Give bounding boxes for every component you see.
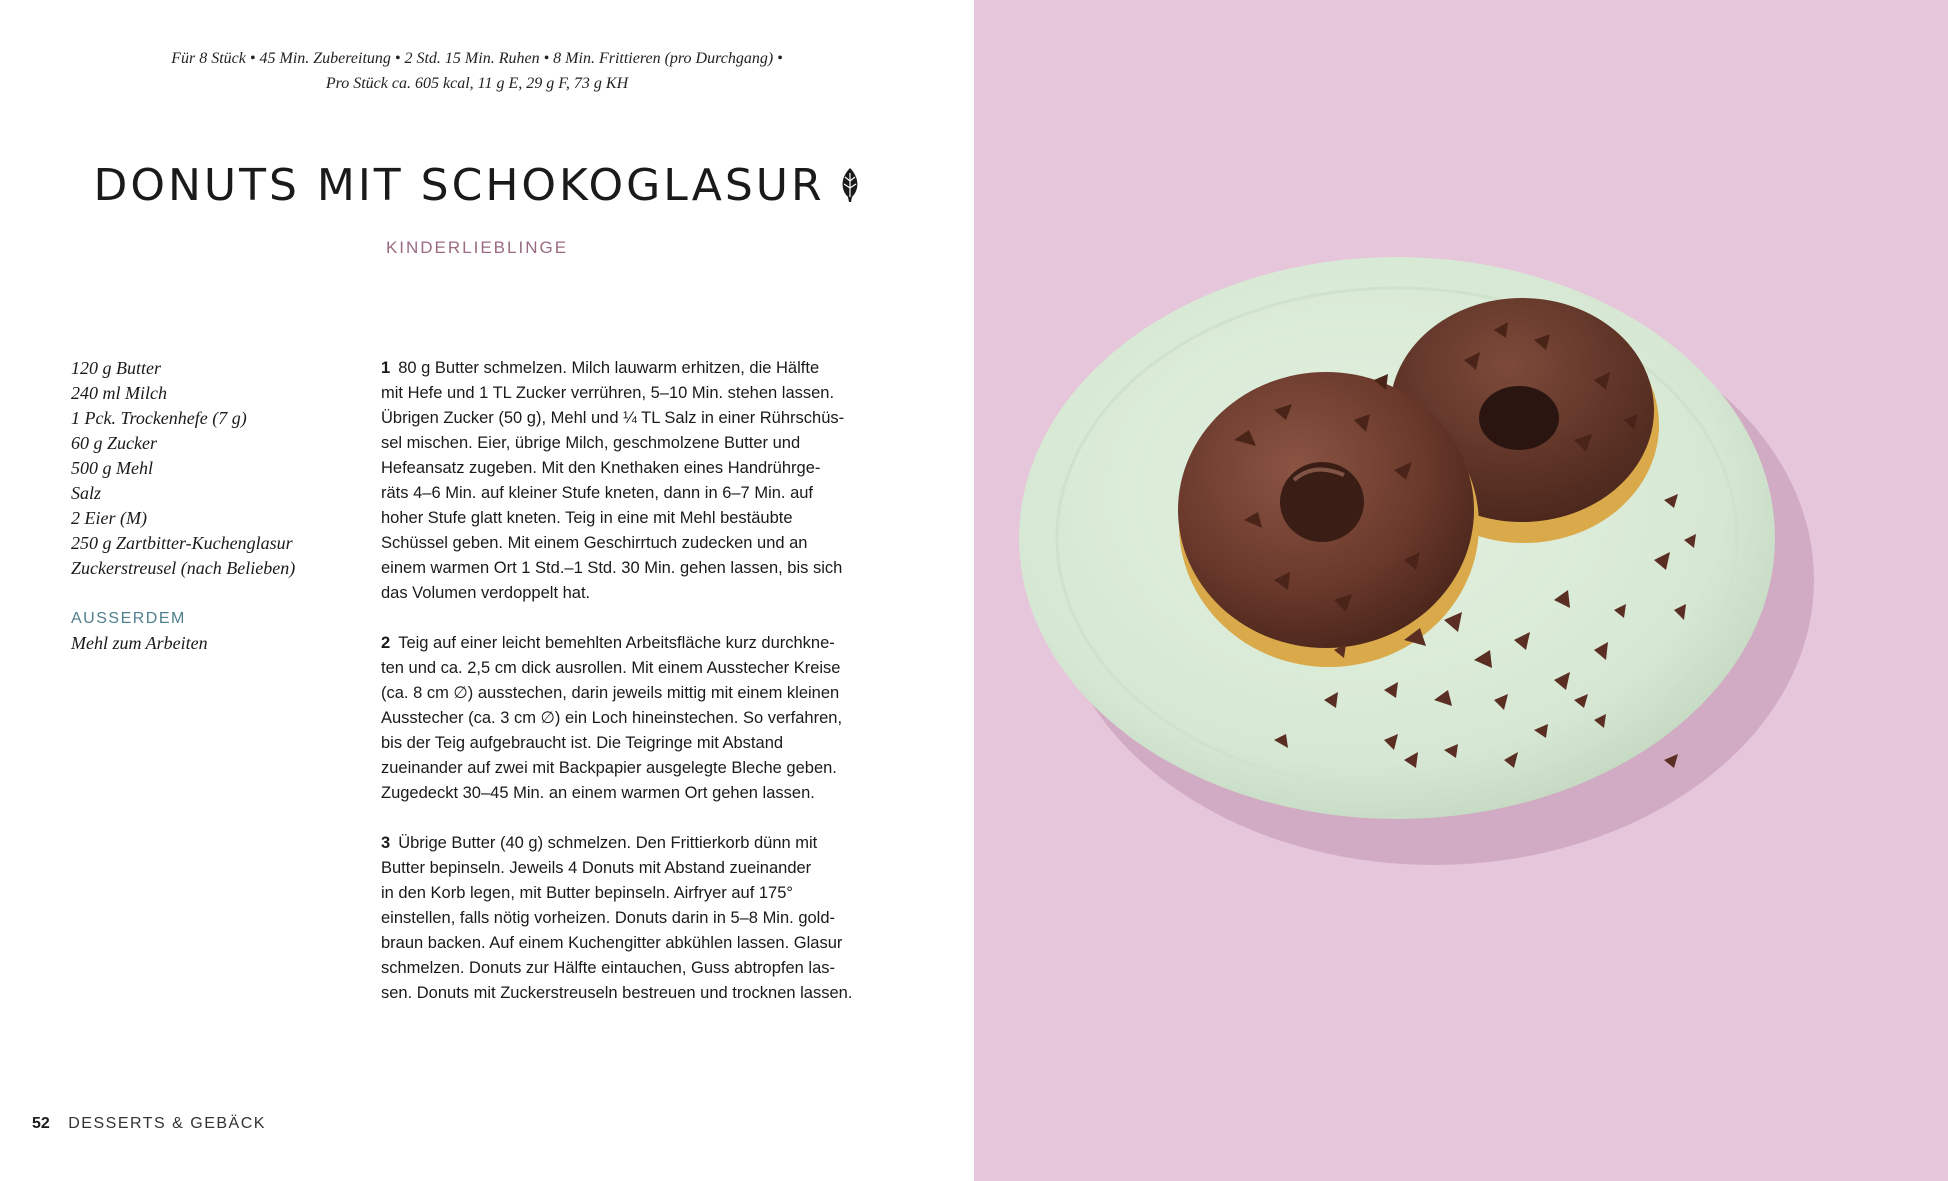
instruction-steps [381,356,901,1031]
step-line: einstellen, falls nötig vorheizen. Donuts darin in 5–8 Min. gold- [381,909,836,927]
ingredient-item: 250 g Zartbitter-Kuchenglasur [71,533,293,553]
step-number: 2 [381,634,391,652]
step-line: ten und ca. 2,5 cm dick ausrollen. Mit einem Ausstecher Kreise [381,659,841,677]
recipe-category: KINDERLIEBLINGE [385,238,569,257]
instruction-step [381,356,901,606]
recipe-meta-line-1: Für 8 Stück • 45 Min. Zubereitung • 2 Std. 15 Min. Ruhen • 8 Min. Frittieren (pro Durchgang) • [171,50,783,67]
extra-ingredient-item: Mehl zum Arbeiten [71,633,208,653]
ingredient-item: 60 g Zucker [71,433,157,453]
ingredient-item: 120 g Butter [71,358,161,378]
photo-page [974,0,1948,1181]
step-line: mit Hefe und 1 TL Zucker verrühren, 5–10 Min. stehen lassen. [381,384,835,402]
step-line: 2 Teig auf einer leicht bemehlten Arbeitsfläche kurz durchkne- [381,634,835,652]
step-number: 3 [381,834,391,852]
step-line: zueinander auf zwei mit Backpapier ausgelegte Bleche geben. [381,759,837,777]
step-line: in den Korb legen, mit Butter bepinseln. Airfryer auf 175° [381,884,794,902]
step-line: braun backen. Auf einem Kuchengitter abkühlen lassen. Glasur [381,934,843,952]
step-number: 1 [381,359,391,377]
ingredient-item: Zuckerstreusel (nach Belieben) [71,558,296,578]
recipe-title [0,160,954,214]
step-line: das Volumen verdoppelt hat. [381,584,591,602]
ingredient-item: 1 Pck. Trockenhefe (7 g) [71,408,247,428]
step-line: Butter bepinseln. Jeweils 4 Donuts mit Abstand zueinander [381,859,812,877]
instruction-step [381,831,901,1006]
extra-ingredients-heading: AUSSERDEM [71,610,186,627]
step-line: Zugedeckt 30–45 Min. an einem warmen Ort gehen lassen. [381,784,815,802]
step-line: Ausstecher (ca. 3 cm ∅) ein Loch hineinstechen. So verfahren, [381,709,843,727]
step-line: bis der Teig aufgebraucht ist. Die Teigringe mit Abstand [381,734,784,752]
page-footer [32,1115,266,1133]
step-line: (ca. 8 cm ∅) ausstechen, darin jeweils mittig mit einem kleinen [381,684,840,702]
step-line: Schüssel geben. Mit einem Geschirrtuch zudecken und an [381,534,808,552]
recipe-title-text: DONUTS MIT SCHOKOGLASUR [93,160,825,211]
section-title: DESSERTS & GEBÄCK [68,1115,266,1132]
instruction-step [381,631,901,806]
ingredient-item: 500 g Mehl [71,458,153,478]
step-line: sen. Donuts mit Zuckerstreuseln bestreuen und trocknen lassen. [381,984,853,1002]
step-line: sel mischen. Eier, übrige Milch, geschmolzene Butter und [381,434,801,452]
step-line: 1 80 g Butter schmelzen. Milch lauwarm erhitzen, die Hälfte [381,359,820,377]
donut-photo [974,0,1948,1181]
step-line: 3 Übrige Butter (40 g) schmelzen. Den Frittierkorb dünn mit [381,834,818,852]
step-line: hoher Stufe glatt kneten. Teig in eine mit Mehl bestäubte [381,509,793,527]
step-line: schmelzen. Donuts zur Hälfte eintauchen, Guss abtropfen las- [381,959,835,977]
ingredient-list [71,356,371,656]
page-number: 52 [32,1115,50,1132]
ingredient-item: 240 ml Milch [71,383,167,403]
step-line: räts 4–6 Min. auf kleiner Stufe kneten, dann in 6–7 Min. auf [381,484,814,502]
recipe-meta-line-2: Pro Stück ca. 605 kcal, 11 g E, 29 g F, 73 g KH [325,75,629,92]
step-line: Hefeansatz zugeben. Mit den Knethaken eines Handrührge- [381,459,821,477]
front-donut [1178,372,1479,667]
step-line: einem warmen Ort 1 Std.–1 Std. 30 Min. gehen lassen, bis sich [381,559,843,577]
ingredient-item: Salz [71,483,102,503]
leaf-icon [839,163,861,214]
ingredient-item: 2 Eier (M) [71,508,147,528]
step-line: Übrigen Zucker (50 g), Mehl und ¼ TL Salz in einer Rührschüs- [381,409,845,427]
